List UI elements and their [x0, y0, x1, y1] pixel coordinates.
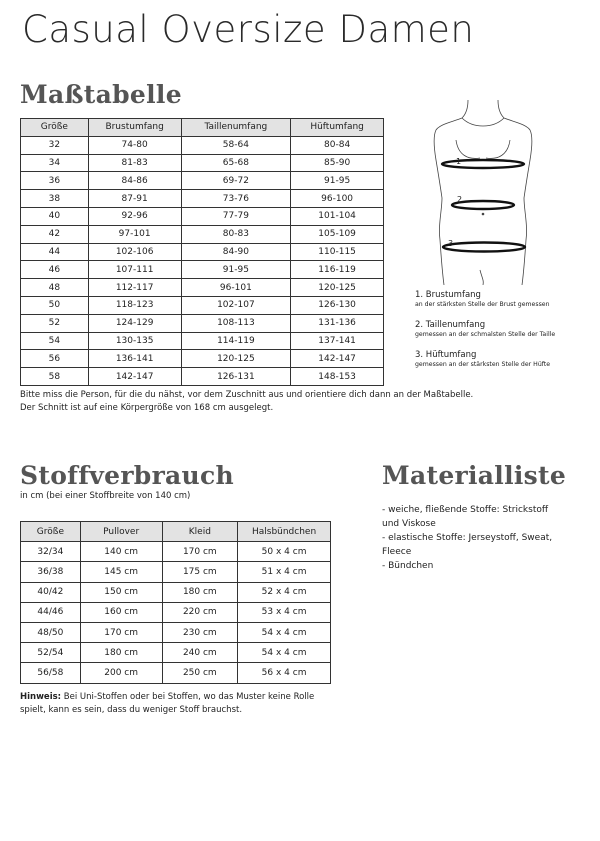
fabric-table-cell: 54 x 4 cm: [238, 643, 331, 663]
size-table-cell: 148-153: [291, 368, 384, 386]
hip-marker: 3: [448, 239, 454, 248]
size-table-cell: 56: [21, 350, 89, 368]
materials-list-item: - Bündchen: [382, 561, 434, 571]
size-table-cell: 36: [21, 172, 89, 190]
size-table-row: [21, 172, 384, 190]
size-table-cell: 116-119: [291, 261, 384, 279]
size-table-cell: 120-125: [291, 279, 384, 297]
size-table-cell: 84-90: [181, 243, 291, 261]
hint-label: Hinweis:: [20, 692, 62, 702]
fabric-table-cell: 56/58: [21, 663, 81, 683]
size-table-cell: 108-113: [181, 314, 291, 332]
size-table-cell: 32: [21, 136, 89, 154]
measurements-note-2: Der Schnitt ist auf eine Körpergröße von 168 cm ausgelegt.: [20, 403, 274, 413]
size-table-cell: 92-96: [88, 207, 181, 225]
fabric-table-cell: 32/34: [21, 542, 81, 562]
size-table-cell: 142-147: [291, 350, 384, 368]
legend-bust-label: 1. Brustumfang: [415, 290, 481, 300]
materials-list-item: Fleece: [382, 547, 412, 557]
size-table-row: [21, 207, 384, 225]
fabric-table-cell: 48/50: [21, 622, 81, 642]
size-table-cell: 52: [21, 314, 89, 332]
fabric-table-cell: 150 cm: [80, 582, 162, 602]
fabric-table-cell: 200 cm: [80, 663, 162, 683]
hint-line-1: [20, 691, 314, 704]
size-table-row: [21, 350, 384, 368]
legend-hip-label: 3. Hüftumfang: [415, 350, 477, 360]
waist-marker: 2: [457, 195, 463, 204]
size-table-cell: 112-117: [88, 279, 181, 297]
materials-list-item: - elastische Stoffe: Jerseystoff, Sweat,: [382, 533, 553, 543]
size-table-cell: 74-80: [88, 136, 181, 154]
fabric-column-header: Kleid: [162, 522, 238, 542]
size-table-row: [21, 190, 384, 208]
legend-bust: [415, 290, 550, 310]
legend-hip-sub: gemessen an der stärksten Stelle der Hüfte: [415, 361, 551, 368]
body-outline: [434, 100, 532, 285]
size-table-cell: 91-95: [181, 261, 291, 279]
fabric-table-cell: 40/42: [21, 582, 81, 602]
size-table-cell: 69-72: [181, 172, 291, 190]
size-table-header: [21, 119, 384, 137]
size-table-cell: 142-147: [88, 368, 181, 386]
size-table-cell: 48: [21, 279, 89, 297]
fabric-column-header: Halsbündchen: [238, 522, 331, 542]
size-column-header: Größe: [21, 119, 89, 137]
size-table-cell: 101-104: [291, 207, 384, 225]
fabric-column-header: Pullover: [80, 522, 162, 542]
size-table-row: [21, 225, 384, 243]
page-title: Casual Oversize Damen: [22, 8, 475, 51]
legend-waist-label: 2. Taillenumfang: [415, 320, 486, 330]
fabric-table-cell: 52 x 4 cm: [238, 582, 331, 602]
size-table-row: [21, 154, 384, 172]
size-table-cell: 80-84: [291, 136, 384, 154]
fabric-table-cell: 140 cm: [80, 542, 162, 562]
size-table-cell: 54: [21, 332, 89, 350]
fabric-table-cell: 36/38: [21, 562, 81, 582]
size-table-row: [21, 243, 384, 261]
size-table-cell: 114-119: [181, 332, 291, 350]
fabric-table-row: [21, 562, 331, 582]
fabric-heading: Stoffverbrauch: [20, 461, 235, 490]
size-table-cell: 42: [21, 225, 89, 243]
size-table-cell: 110-115: [291, 243, 384, 261]
size-table-cell: 102-106: [88, 243, 181, 261]
size-table-cell: 58: [21, 368, 89, 386]
fabric-table-row: [21, 582, 331, 602]
fabric-table-cell: 175 cm: [162, 562, 238, 582]
size-table-cell: 87-91: [88, 190, 181, 208]
size-table-cell: 91-95: [291, 172, 384, 190]
bust-marker: 1: [456, 157, 462, 166]
fabric-table-cell: 250 cm: [162, 663, 238, 683]
size-table-row: [21, 261, 384, 279]
fabric-table-row: [21, 602, 331, 622]
size-table-cell: 50: [21, 296, 89, 314]
fabric-table-cell: 180 cm: [162, 582, 238, 602]
size-column-header: Hüftumfang: [291, 119, 384, 137]
size-table-cell: 118-123: [88, 296, 181, 314]
fabric-table-row: [21, 643, 331, 663]
legend-waist-sub: gemessen an der schmalsten Stelle der Taille: [415, 331, 556, 338]
fabric-table-row: [21, 663, 331, 683]
body-measurement-figure: [428, 100, 538, 285]
fabric-table-cell: 230 cm: [162, 622, 238, 642]
size-table-cell: 96-100: [291, 190, 384, 208]
fabric-table-cell: 52/54: [21, 643, 81, 663]
size-table-cell: 38: [21, 190, 89, 208]
fabric-table-row: [21, 622, 331, 642]
fabric-table-cell: 220 cm: [162, 602, 238, 622]
fabric-table-cell: 160 cm: [80, 602, 162, 622]
measurements-note-1: Bitte miss die Person, für die du nähst, vor dem Zuschnitt aus und orientiere dich dann an der Maßtabelle.: [20, 390, 474, 400]
size-table-cell: 126-130: [291, 296, 384, 314]
size-table-cell: 65-68: [181, 154, 291, 172]
fabric-table-cell: 51 x 4 cm: [238, 562, 331, 582]
measurements-heading: Maßtabelle: [20, 80, 182, 109]
fabric-table-cell: 50 x 4 cm: [238, 542, 331, 562]
fabric-table: [20, 521, 331, 684]
size-table-cell: 130-135: [88, 332, 181, 350]
fabric-table-cell: 53 x 4 cm: [238, 602, 331, 622]
size-table-cell: 80-83: [181, 225, 291, 243]
legend-bust-sub: an der stärksten Stelle der Brust gemessen: [415, 301, 550, 308]
fabric-table-header: [21, 522, 331, 542]
fabric-table-row: [21, 542, 331, 562]
size-table-cell: 107-111: [88, 261, 181, 279]
hint-text-1: Bei Uni-Stoffen oder bei Stoffen, wo das Muster keine Rolle: [61, 692, 315, 702]
bust-measure-line: [442, 160, 524, 168]
size-table-cell: 34: [21, 154, 89, 172]
fabric-subheading: in cm (bei einer Stoffbreite von 140 cm): [20, 491, 191, 501]
materials-list-item: und Viskose: [382, 519, 436, 529]
size-table-cell: 58-64: [181, 136, 291, 154]
materials-list: [382, 503, 552, 573]
size-table-row: [21, 296, 384, 314]
size-table-cell: 126-131: [181, 368, 291, 386]
size-table-cell: 96-101: [181, 279, 291, 297]
size-column-header: Taillenumfang: [181, 119, 291, 137]
size-table-cell: 120-125: [181, 350, 291, 368]
size-table-row: [21, 332, 384, 350]
size-table-row: [21, 314, 384, 332]
size-table-cell: 124-129: [88, 314, 181, 332]
fabric-table-cell: 180 cm: [80, 643, 162, 663]
size-table-row: [21, 136, 384, 154]
size-table-row: [21, 368, 384, 386]
legend-waist: [415, 320, 555, 340]
size-table-cell: 84-86: [88, 172, 181, 190]
materials-heading: Materialliste: [382, 461, 567, 490]
size-table-cell: 85-90: [291, 154, 384, 172]
materials-list-item: - weiche, fließende Stoffe: Strickstoff: [382, 505, 549, 515]
fabric-table-cell: 145 cm: [80, 562, 162, 582]
size-table-cell: 77-79: [181, 207, 291, 225]
size-table: [20, 118, 384, 386]
fabric-table-cell: 170 cm: [80, 622, 162, 642]
navel-mark: [482, 213, 485, 216]
size-table-cell: 44: [21, 243, 89, 261]
size-column-header: Brustumfang: [88, 119, 181, 137]
fabric-table-cell: 56 x 4 cm: [238, 663, 331, 683]
size-table-cell: 137-141: [291, 332, 384, 350]
size-table-cell: 131-136: [291, 314, 384, 332]
size-table-cell: 40: [21, 207, 89, 225]
fabric-table-cell: 170 cm: [162, 542, 238, 562]
fabric-table-cell: 44/46: [21, 602, 81, 622]
size-table-cell: 136-141: [88, 350, 181, 368]
size-table-cell: 105-109: [291, 225, 384, 243]
hint-line-2: spielt, kann es sein, dass du weniger Stoff brauchst.: [20, 705, 243, 715]
size-table-cell: 97-101: [88, 225, 181, 243]
size-table-row: [21, 279, 384, 297]
fabric-column-header: Größe: [21, 522, 81, 542]
fabric-table-cell: 240 cm: [162, 643, 238, 663]
fabric-table-cell: 54 x 4 cm: [238, 622, 331, 642]
size-table-cell: 102-107: [181, 296, 291, 314]
legend-hip: [415, 350, 550, 370]
size-table-cell: 81-83: [88, 154, 181, 172]
size-table-cell: 73-76: [181, 190, 291, 208]
hip-measure-line: [443, 243, 525, 252]
size-table-cell: 46: [21, 261, 89, 279]
